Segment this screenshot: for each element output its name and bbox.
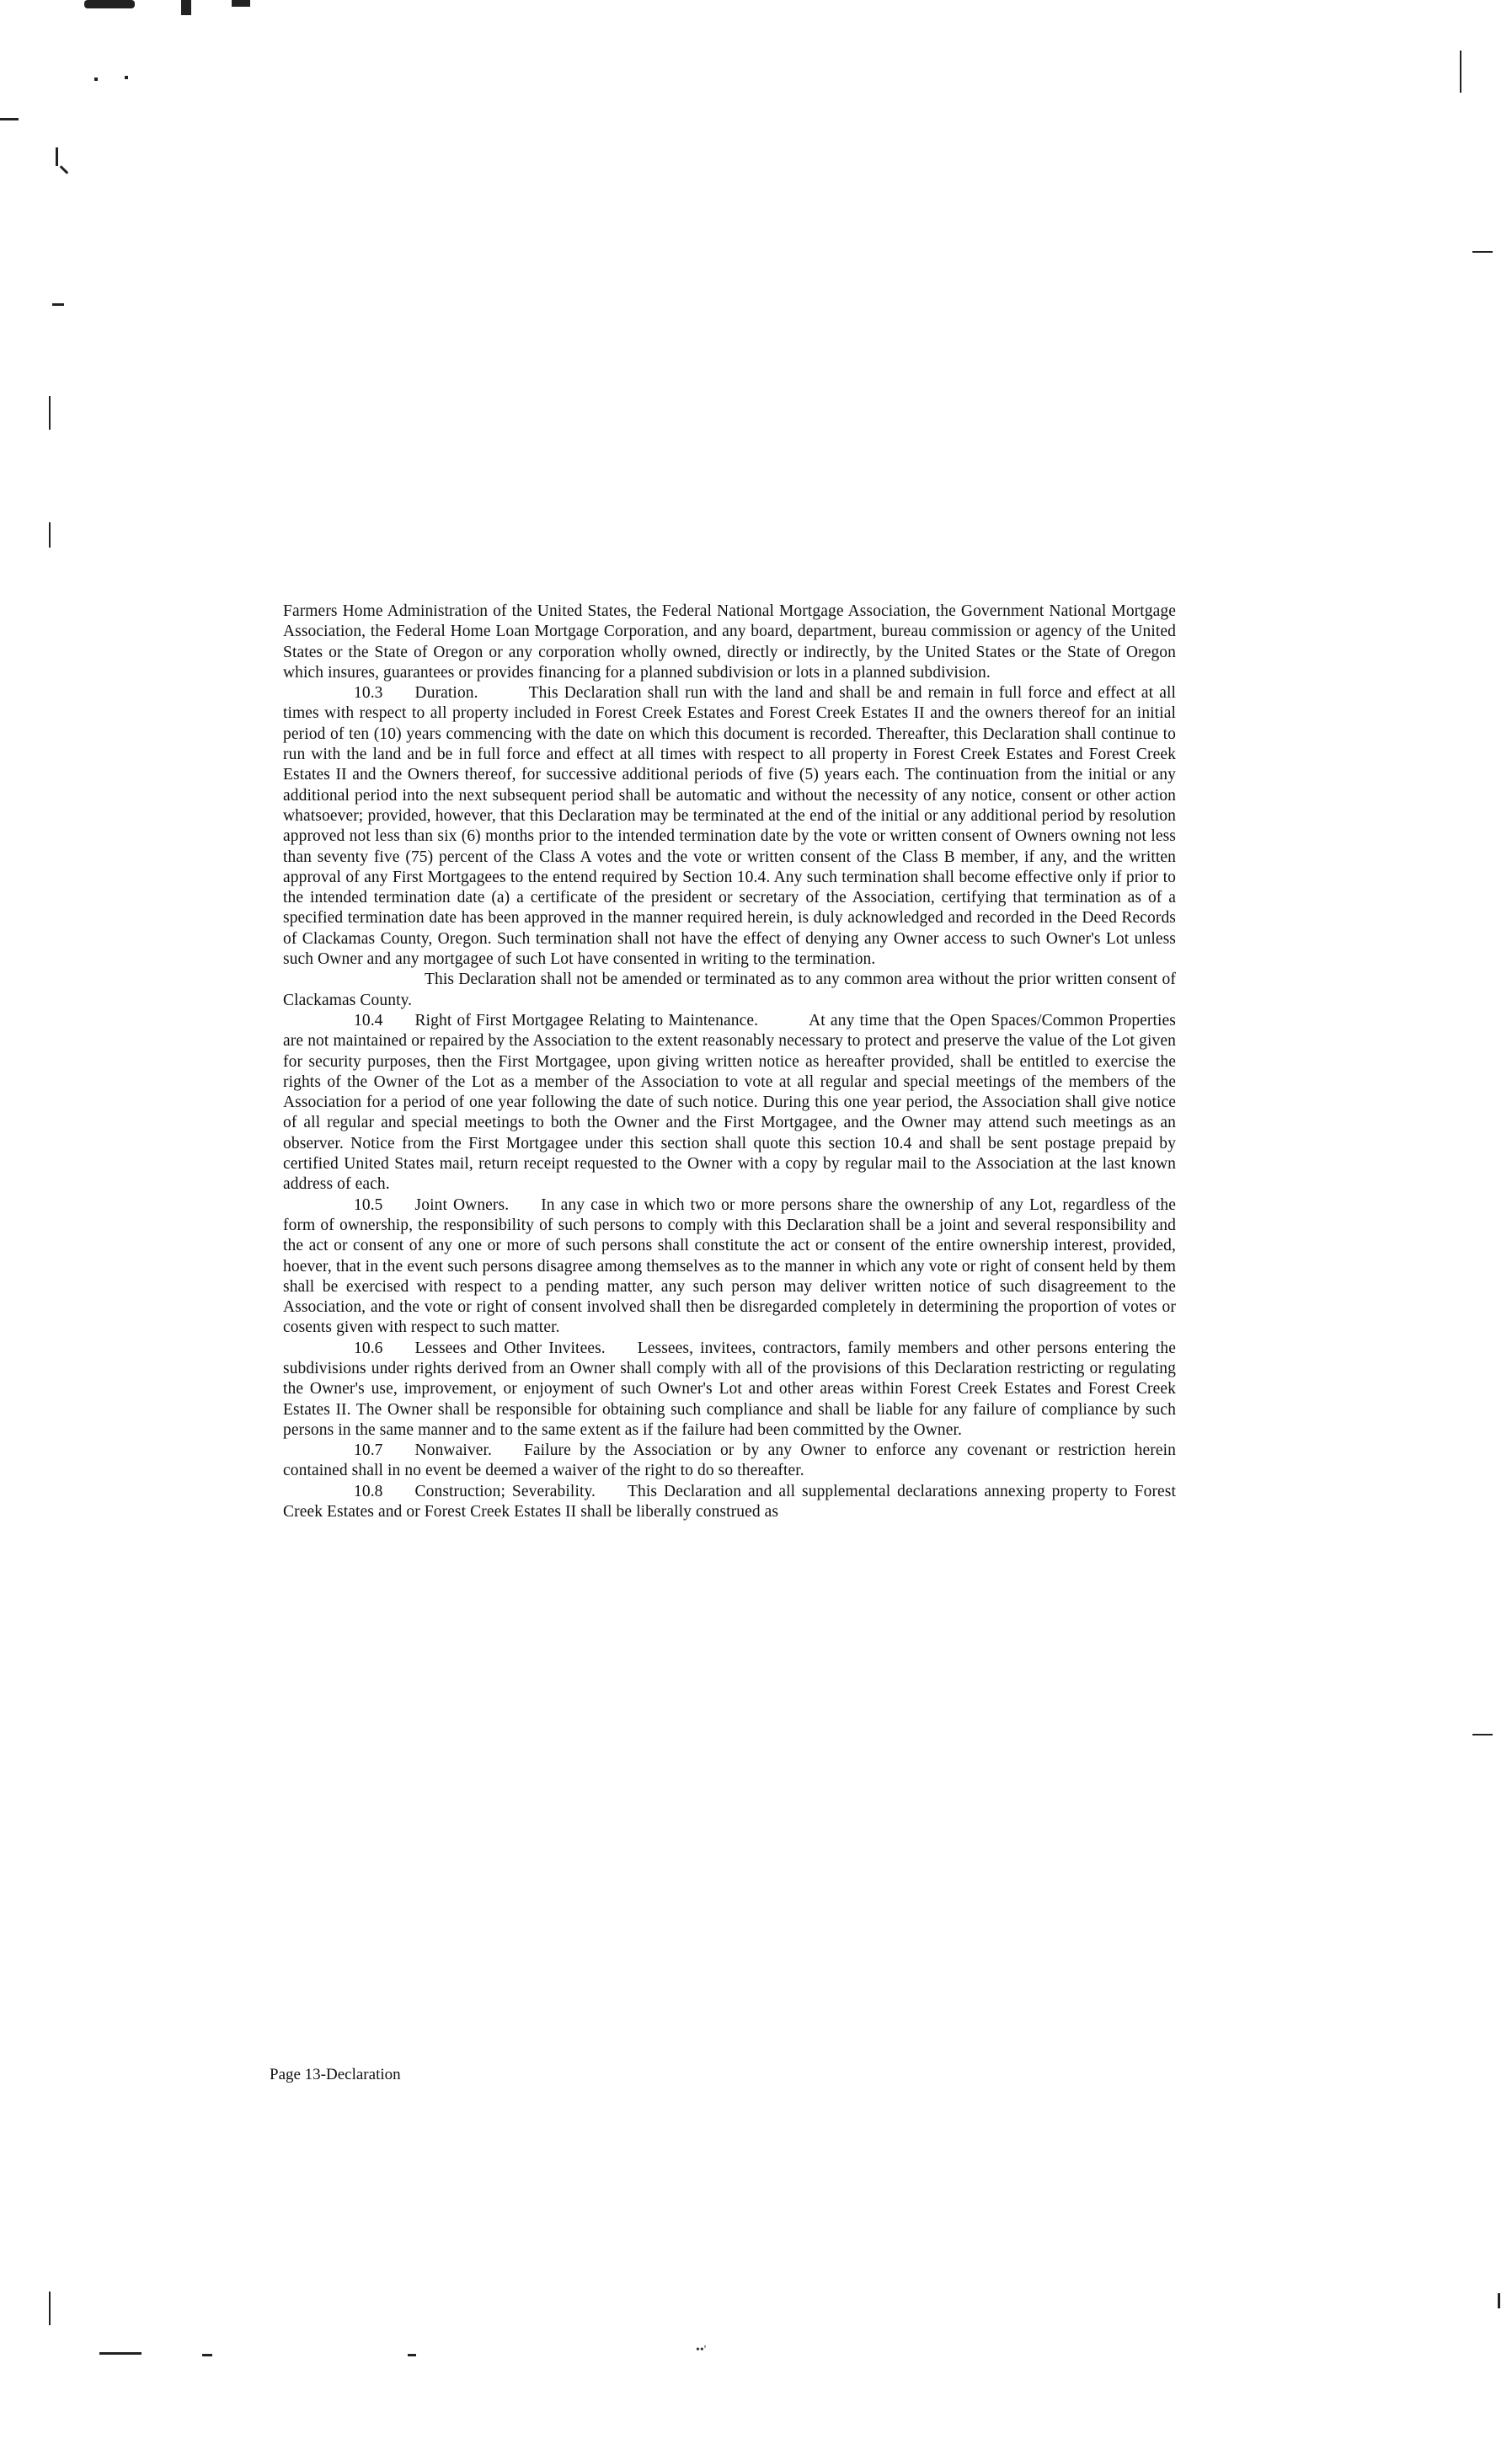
scan-mark-dot-top xyxy=(94,78,98,81)
section-number: 10.4 xyxy=(354,1011,383,1029)
scan-mark-left-tick xyxy=(56,147,58,166)
section-text: At any time that the Open Spaces/Common Properties are not maintained or repaired by the Association to the extent reasonably necessary to protect and preserve the value of the Lot given for security purposes, then the First Mortgagee, upon giving written notice as hereafter provided, shall be entitled to exercise the rights of the Owner of the Lot as a member of the Association to vote at all regular and special meetings of the members of the Association for a period of one year following the date of such notice. During this one year period, the Association shall give notice of all regular and special meetings to both the Owner and the First Mortgagee, and the Owner may attend such meetings as an observer. Notice from the First Mortgagee under this section shall quote this section 10.4 and shall be sent postage prepaid by certified United States mail, return receipt requested to the Owner with a copy by regular mail to the Association at the last known address of each. xyxy=(283,1011,1176,1194)
section-heading: Nonwaiver. xyxy=(414,1441,492,1460)
section-number: 10.6 xyxy=(354,1339,383,1357)
declaration-body xyxy=(283,602,1176,1522)
scan-mark-left-margin-line-2 xyxy=(49,522,51,548)
section-text: In any case in which two or more persons share the ownership of any Lot, regardless of the form of ownership, the responsibility of such persons to comply with this Declaration shall be a joint and several responsibility and the act or consent of any one or more of such persons shall constitute the act or consent of the entire ownership interest, provided, hoever, that in the event such persons disagree among themselves as to the manner in which any vote or right of consent held by them shall be exercised with respect to a pending matter, any such person may deliver written notice of such disagreement to the Association, and the vote or right of consent involved shall then be disregarded completely in determining the proportion of votes or cosents given with respect to such matter. xyxy=(283,1195,1176,1337)
scan-mark-left-speck xyxy=(52,303,64,306)
scan-mark-left-dash xyxy=(0,118,19,120)
paragraph-county-consent xyxy=(283,970,1176,1011)
scan-mark-top-left-2 xyxy=(181,0,191,15)
scan-bottom-mark: ••' xyxy=(696,2344,707,2356)
scan-mark-dot-top-2 xyxy=(125,76,128,79)
section-number: 10.3 xyxy=(354,684,383,703)
section-heading: Joint Owners. xyxy=(414,1195,510,1214)
scan-mark-bottom-left-2 xyxy=(202,2354,212,2356)
scan-mark-bottom-mid xyxy=(408,2354,416,2356)
section-number: 10.8 xyxy=(354,1482,383,1500)
section-text: Lessees, invitees, contractors, family members and other persons entering the subdivisions under rights derived from an Owner shall comply with all of the provisions of this Declaration restricting or regulating the Owner's use, improvement, or enjoyment of such Owner's Lot and other areas within Forest Creek Estates and Forest Creek Estates II. The Owner shall be responsible for obtaining such compliance and shall be liable for any failure of compliance by such persons in the same manner and to the same extent as if the failure had been committed by the Owner. xyxy=(283,1339,1177,1439)
scan-mark-right-dash xyxy=(1472,251,1493,253)
section-text: This Declaration and all supplemental declarations annexing property to Forest Creek Estates and or Forest Creek Estates II shall be liberally construed as xyxy=(283,1482,1177,1521)
section-heading: Lessees and Other Invitees. xyxy=(414,1339,606,1357)
section-10-8 xyxy=(283,1482,1176,1523)
section-10-7 xyxy=(283,1441,1176,1482)
scan-mark-right-speck xyxy=(1498,2293,1500,2308)
section-heading: Right of First Mortgagee Relating to Maintenance. xyxy=(414,1011,759,1029)
section-10-5 xyxy=(283,1195,1176,1339)
scan-mark-left-tick-2 xyxy=(60,165,69,174)
scan-mark-left-margin-line-3 xyxy=(49,2292,51,2325)
section-heading: Duration. xyxy=(414,684,478,703)
section-heading: Construction; Severability. xyxy=(414,1482,596,1500)
section-text: This Declaration shall run with the land and shall be and remain in full force and effect at all times with respect to all property included in Forest Creek Estates and Forest Creek Estates II and the owners thereof for an initial period of ten (10) years commencing with the date on which this document is recorded. Thereafter, this Declaration shall continue to run with the land and be in full force and effect at all times with respect to all property in Forest Creek Estates and Forest Creek Estates II and the Owners thereof, for successive additional periods of five (5) years each. The continuation from the initial or any additional period into the next subsequent period shall be automatic and without the necessity of any notice, consent or other action whatsoever; provided, however, that this Declaration may be terminated at the end of the initial or any additional period by resolution approved not less than six (6) months prior to the intended termination date by the vote or written consent of Owners owning not less than seventy five (75) percent of the Class A votes and the vote or written consent of the Class B member, if any, and the written approval of any First Mortgagees to the entend required by Section 10.4. Any such termination shall become effective only if prior to the intended termination date (a) a certificate of the president or secretary of the Association, certifying that termination as of a specified termination date has been approved in the manner required herein, is duly acknowledged and recorded in the Deed Records of Clackamas County, Oregon. Such termination shall not have the effect of denying any Owner access to such Owner's Lot unless such Owner and any mortgagee of such Lot have consented in writing to the termination. xyxy=(283,684,1176,969)
paragraph-continuation xyxy=(283,602,1176,683)
section-number: 10.7 xyxy=(354,1441,383,1460)
page-footer: Page 13-Declaration xyxy=(270,2066,401,2083)
section-text: Failure by the Association or by any Owner to enforce any covenant or restriction herein contained shall in no event be deemed a waiver of the right to do so thereafter. xyxy=(283,1441,1176,1480)
section-10-6 xyxy=(283,1339,1176,1441)
scan-mark-left-margin-line xyxy=(49,396,51,430)
section-10-3 xyxy=(283,683,1176,970)
scan-mark-right-dash-2 xyxy=(1472,1734,1493,1735)
paragraph-text: Farmers Home Administration of the United States, the Federal National Mortgage Association, the Government National Mortgage Association, the Federal Home Loan Mortgage Corporation, and any board, department, bureau commission or agency of the United States or the State of Oregon or any corporation wholly owned, directly or indirectly, by the United States or the State of Oregon which insures, guarantees or provides financing for a planned subdivision or lots in a planned subdivision. xyxy=(283,602,1176,682)
scan-mark-bottom-left xyxy=(99,2352,142,2355)
paragraph-text: This Declaration shall not be amended or terminated as to any common area without the prior written consent of Clackamas County. xyxy=(283,971,1176,1009)
section-number: 10.5 xyxy=(354,1195,383,1214)
scan-mark-right-margin-line xyxy=(1460,51,1461,93)
section-10-4 xyxy=(283,1011,1176,1195)
scan-mark-top-left xyxy=(84,0,135,8)
scan-mark-top-left-3 xyxy=(232,0,250,7)
